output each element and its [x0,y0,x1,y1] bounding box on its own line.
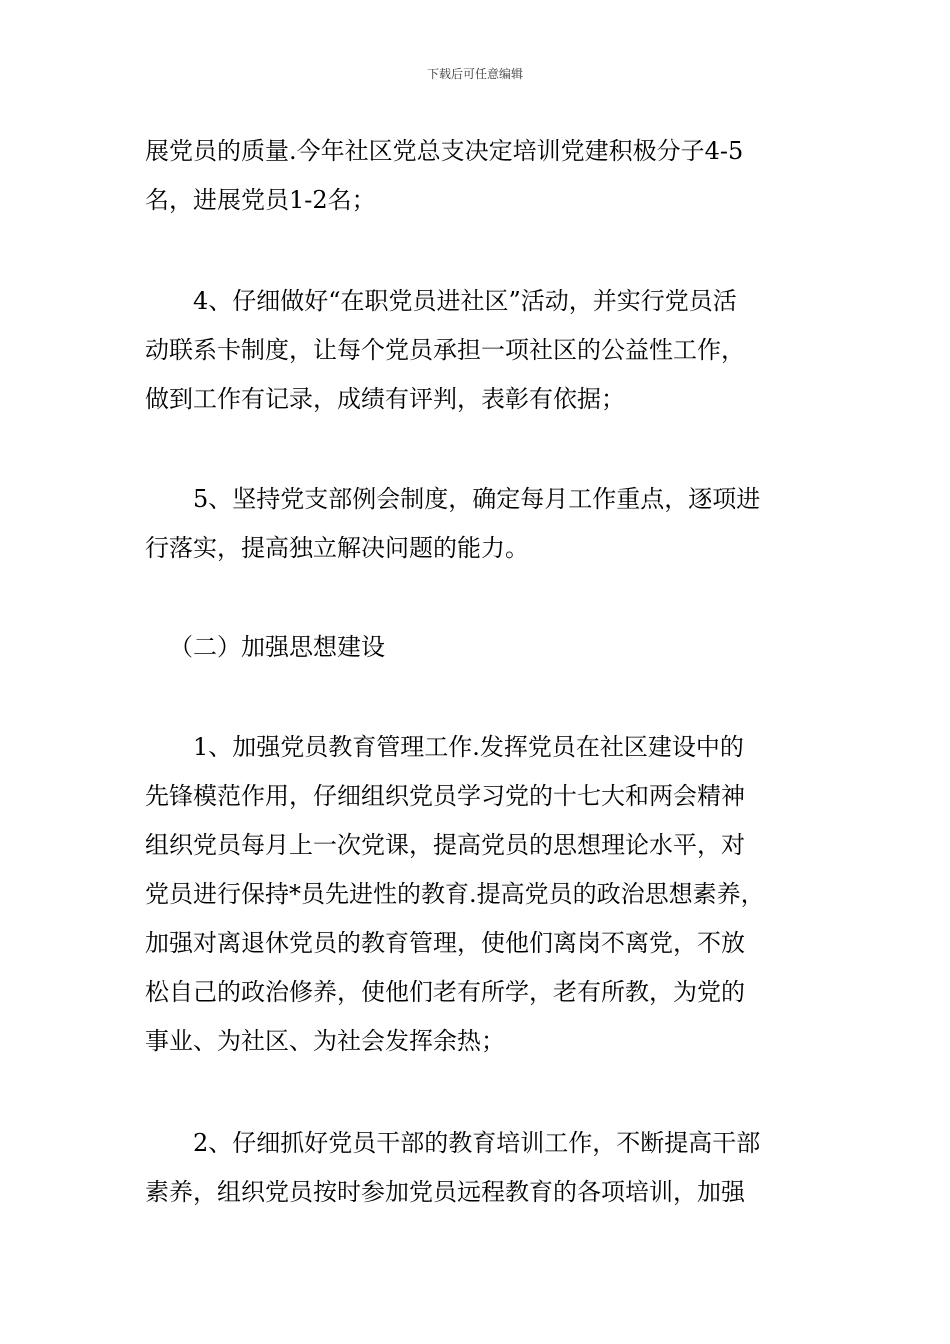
text-line: 加强对离退休党员的教育管理，使他们离岗不离党，不放 [145,929,745,957]
text-line: 动联系卡制度，让每个党员承担一项社区的公益性工作， [145,336,745,364]
paragraph-item-4: 4、仔细做好“在职党员进社区”活动，并实行党员活 [193,287,737,315]
section-heading: （二）加强思想建设 [169,633,385,661]
text-line: 党员进行保持*员先进性的教育.提高党员的政治思想素养， [145,880,765,908]
text-line: 组织党员每月上一次党课，提高党员的思想理论水平，对 [145,831,745,859]
text-line: 事业、为社区、为社会发挥余热； [145,1027,505,1055]
paragraph-item-5: 5、坚持党支部例会制度，确定每月工作重点，逐项进 [193,485,761,513]
text-line: 展党员的质量.今年社区党总支决定培训党建积极分子4-5 [145,137,744,165]
text-line: 名，进展党员1-2名； [145,186,376,214]
paragraph-item-2: 2、仔细抓好党员干部的教育培训工作，不断提高干部 [193,1129,761,1157]
text-line: 先锋模范作用，仔细组织党员学习党的十七大和两会精神 [145,782,745,810]
page-header: 下载后可任意编辑 [426,67,523,81]
text-line: 素养，组织党员按时参加党员远程教育的各项培训，加强 [145,1178,745,1206]
text-line: 行落实，提高独立解决问题的能力。 [145,534,529,562]
text-line: 松自己的政治修养，使他们老有所学，老有所教，为党的 [145,978,745,1006]
paragraph-item-1: 1、加强党员教育管理工作.发挥党员在社区建设中的 [193,733,744,761]
text-line: 做到工作有记录，成绩有评判，表彰有依据； [145,385,625,413]
